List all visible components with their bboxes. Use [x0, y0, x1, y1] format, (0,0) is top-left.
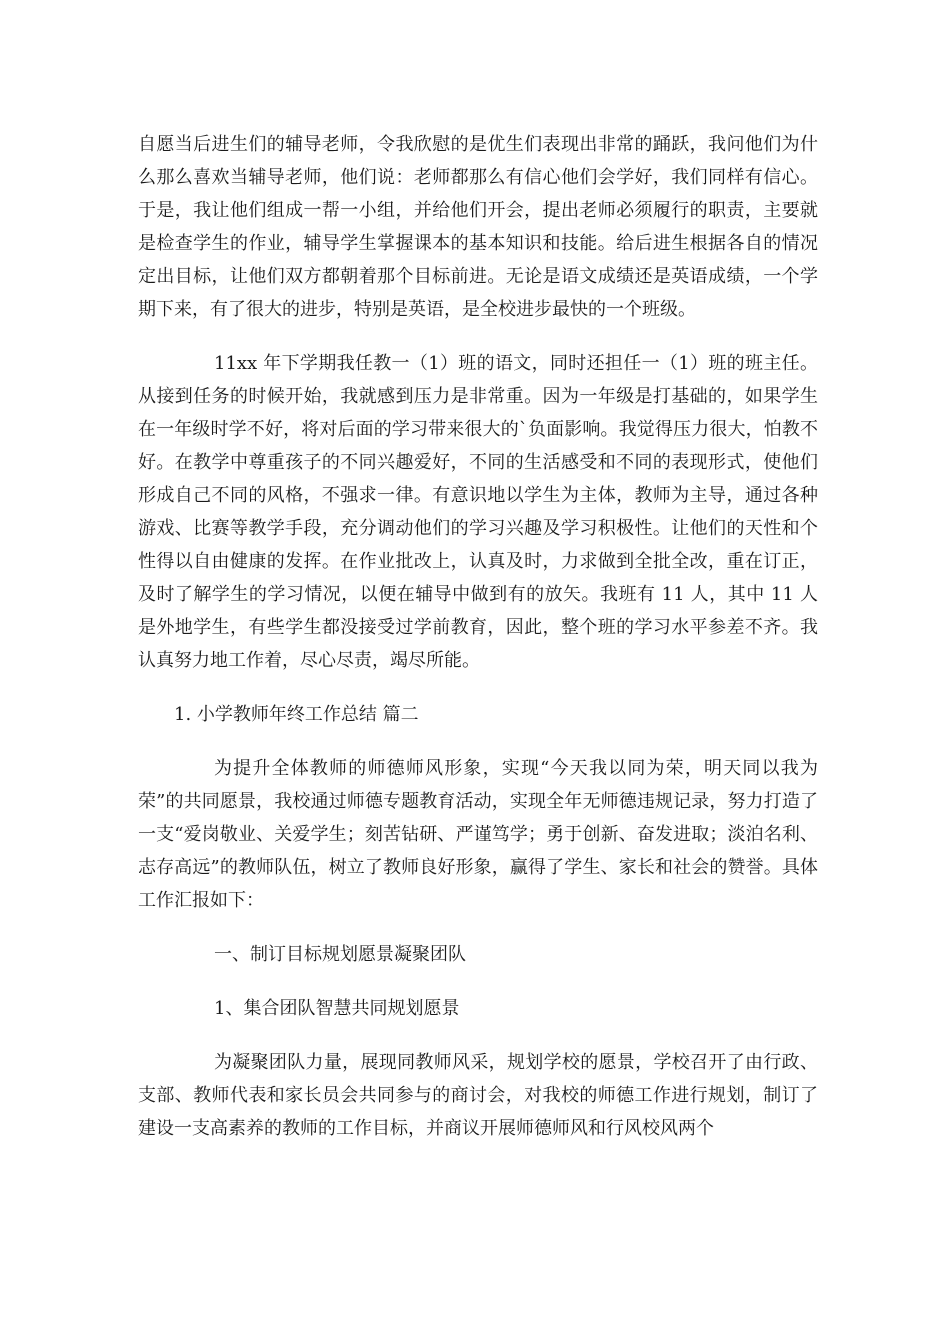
- paragraph-tutoring: 自愿当后进生们的辅导老师，令我欣慰的是优生们表现出非常的踊跃，我问他们为什么那么喜欢当辅导老师，他们说：老师都那么有信心他们会学好，我们同样有信心。于是，我让他们组成一帮一小组，并给他们开会，提出老师必须履行的职责，主要就是检查学生的作业，辅导学生掌握课本的基本知识和技能。给后进生根据各自的情况定出目标，让他们双方都朝着那个目标前进。无论是语文成绩还是英语成绩，一个学期下来，有了很大的进步，特别是英语，是全校进步最快的一个班级。: [138, 134, 818, 320]
- paragraph-team-meeting: 为凝聚团队力量，展现同教师风采，规划学校的愿景，学校召开了由行政、支部、教师代表和家长员会共同参与的商讨会，对我校的师德工作进行规划，制订了建设一支高素养的教师的工作目标，并商议开展师德师风和行风校风两个: [138, 1052, 818, 1139]
- subheading-team-vision: 1、集合团队智慧共同规划愿景: [214, 998, 460, 1019]
- heading-goal-planning: 一、制订目标规划愿景凝聚团队: [214, 944, 466, 965]
- paragraph-first-grade-teaching: 11xx 年下学期我任教一（1）班的语文，同时还担任一（1）班的班主任。从接到任务的时候开始，我就感到压力是非常重。因为一年级是打基础的，如果学生在一年级时学不好，将对后面的学习带来很大的`负面影响。我觉得压力很大，怕教不好。在教学中尊重孩子的不同兴趣爱好，不同的生活感受和不同的表现形式，使他们形成自己不同的风格，不强求一律。有意识地以学生为主体，教师为主导，通过各种游戏、比赛等教学手段，充分调动他们的学习兴趣及学习积极性。让他们的天性和个性得以自由健康的发挥。在作业批改上，认真及时，力求做到全批全改，重在订正，及时了解学生的学习情况，以便在辅导中做到有的放矢。我班有 11 人，其中 11 人是外地学生，有些学生都没接受过学前教育，因此，整个班的学习水平参差不齐。我认真努力地工作着，尽心尽责，竭尽所能。: [138, 353, 818, 671]
- paragraph-teacher-ethics-intro: 为提升全体教师的师德师风形象，实现“今天我以同为荣，明天同以我为荣”的共同愿景，我校通过师德专题教育活动，实现全年无师德违规记录，努力打造了一支“爱岗敬业、关爱学生；刻苦钻研、严谨笃学；勇于创新、奋发进取；淡泊名利、志存高远”的教师队伍，树立了教师良好形象，赢得了学生、家长和社会的赞誉。具体工作汇报如下：: [138, 758, 818, 911]
- document-page: [138, 128, 818, 1166]
- section-title-part-two: 1. 小学教师年终工作总结 篇二: [174, 704, 419, 725]
